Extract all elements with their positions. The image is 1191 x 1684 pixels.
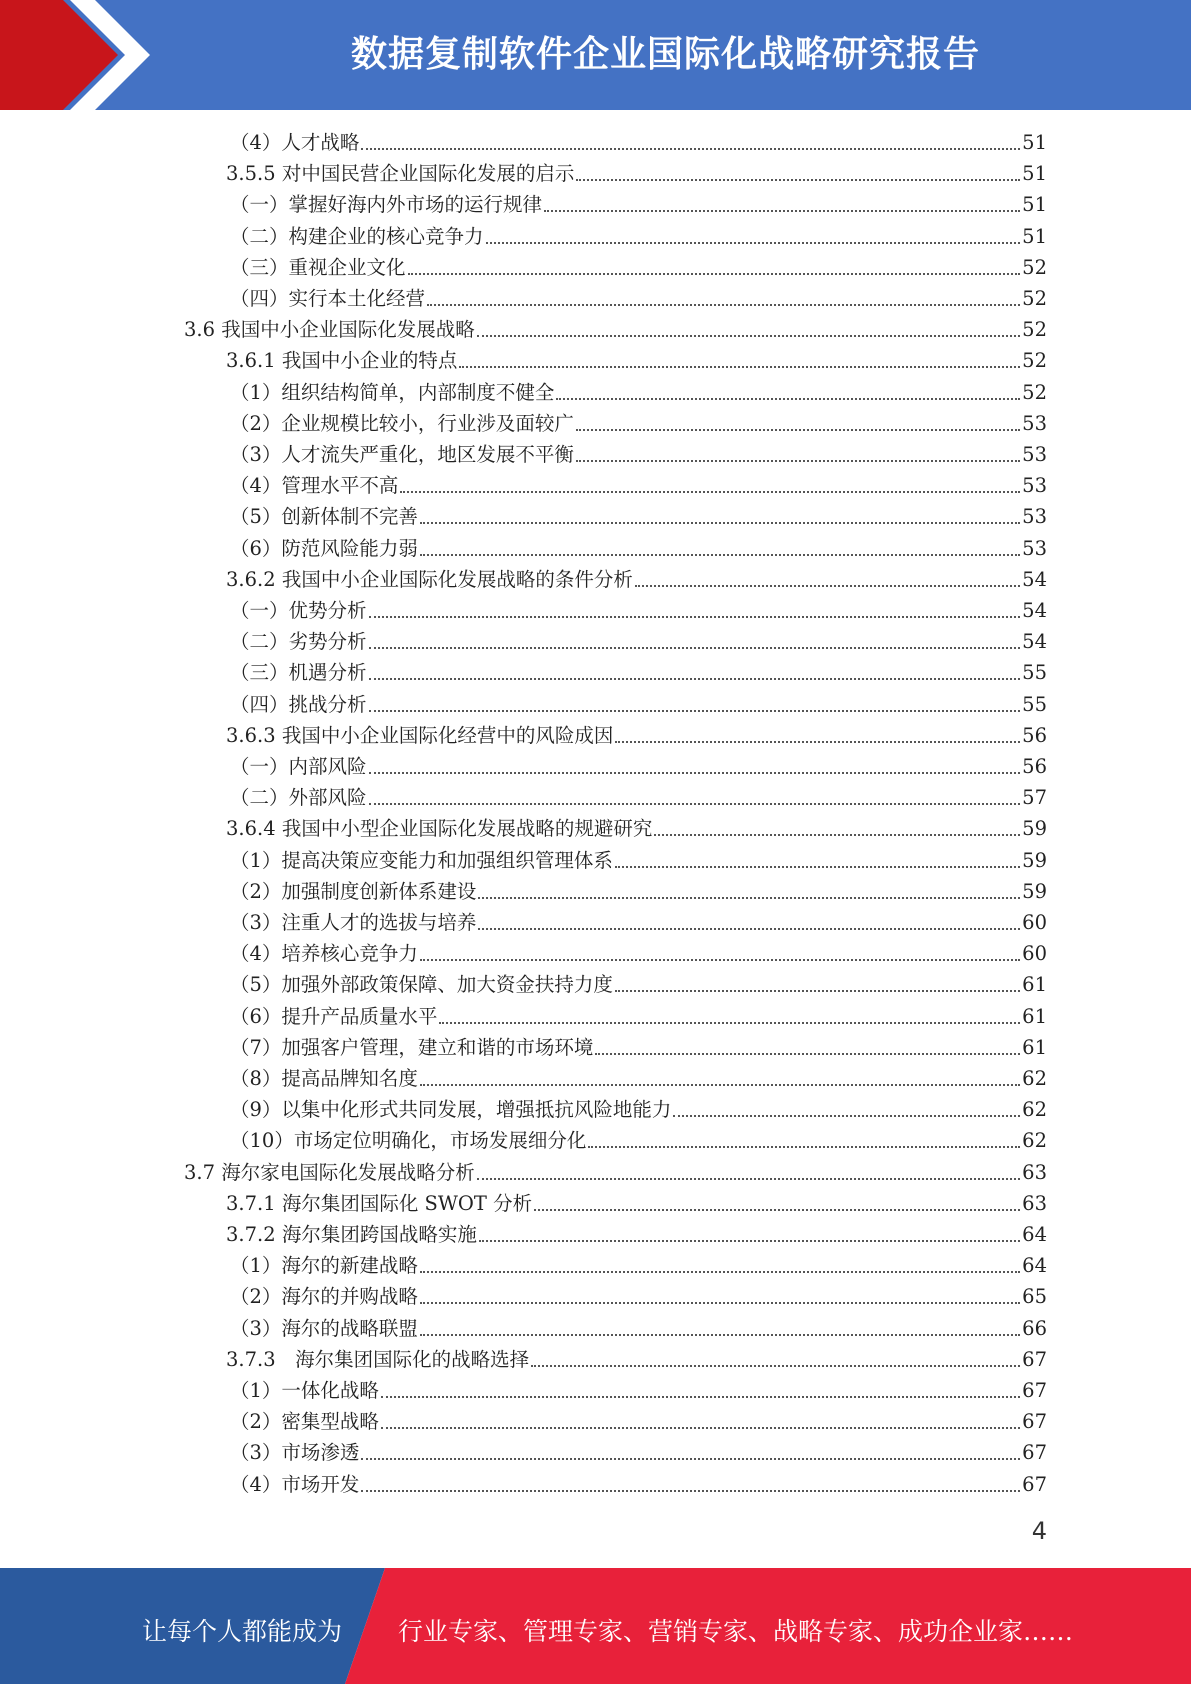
toc-dot-leader (534, 1208, 1020, 1211)
toc-entry-page: 53 (1022, 536, 1047, 560)
toc-entry-title: （3）注重人才的选拔与培养 (230, 911, 477, 934)
toc-dot-leader (408, 272, 1021, 275)
toc-dot-leader (615, 740, 1020, 743)
toc-entry[interactable] (230, 470, 1047, 501)
toc-entry-title: （4）人才战略 (230, 131, 360, 154)
toc-entry[interactable] (226, 1219, 1047, 1250)
toc-entry-page: 63 (1022, 1160, 1047, 1184)
toc-entry[interactable] (230, 1250, 1047, 1281)
toc-dot-leader (369, 646, 1021, 649)
toc-entry[interactable] (184, 314, 1047, 345)
toc-dot-leader (361, 147, 1020, 150)
toc-entry-title: （一）优势分析 (230, 599, 367, 622)
toc-dot-leader (420, 958, 1020, 961)
toc-entry-title: （一）掌握好海内外市场的运行规律 (230, 193, 543, 217)
toc-dot-leader (576, 428, 1020, 431)
toc-entry-title: 3.7.3 海尔集团国际化的战略选择 (226, 1347, 530, 1371)
toc-entry-page: 59 (1022, 879, 1047, 903)
toc-entry[interactable] (230, 657, 1047, 688)
toc-entry-page: 56 (1022, 755, 1047, 778)
toc-entry[interactable] (230, 408, 1047, 439)
toc-entry-page: 62 (1022, 1098, 1047, 1122)
toc-entry[interactable] (230, 689, 1047, 720)
toc-entry-title: （5）加强外部政策保障、加大资金扶持力度 (230, 973, 613, 997)
page-number: 4 (1031, 1517, 1047, 1545)
toc-entry[interactable] (230, 221, 1047, 252)
toc-dot-leader (420, 553, 1020, 556)
toc-dot-leader (420, 521, 1020, 524)
toc-entry[interactable] (230, 876, 1047, 907)
toc-entry-page: 60 (1022, 911, 1047, 934)
toc-entry-page: 54 (1022, 567, 1047, 591)
toc-entry-page: 55 (1022, 661, 1047, 685)
toc-entry-page: 51 (1022, 162, 1047, 186)
toc-entry-title: （3）市场渗透 (230, 1441, 360, 1465)
toc-entry[interactable] (226, 564, 1047, 595)
toc-entry-page: 64 (1022, 1223, 1047, 1246)
toc-entry-title: 3.6.1 我国中小企业的特点 (226, 349, 458, 373)
toc-entry-page: 54 (1022, 630, 1047, 654)
toc-entry-title: （2）企业规模比较小，行业涉及面较广 (230, 411, 574, 435)
toc-entry-page: 56 (1022, 723, 1047, 747)
toc-dot-leader (479, 1239, 1020, 1242)
toc-entry-title: （8）提高品牌知名度 (230, 1067, 418, 1090)
toc-entry-page: 67 (1022, 1441, 1047, 1465)
toc-entry-page: 64 (1022, 1254, 1047, 1278)
toc-dot-leader (576, 459, 1020, 462)
toc-entry-page: 61 (1022, 973, 1047, 997)
toc-entry[interactable] (226, 1188, 1047, 1219)
toc-entry-page: 53 (1022, 474, 1047, 498)
toc-entry-title: 3.7 海尔家电国际化发展战略分析 (184, 1160, 475, 1184)
toc-dot-leader (654, 833, 1020, 836)
toc-entry-page: 52 (1022, 349, 1047, 373)
toc-entry-title: 3.5.5 对中国民营企业国际化发展的启示 (226, 162, 575, 186)
toc-dot-leader (588, 1145, 1020, 1148)
toc-dot-leader (673, 1114, 1020, 1117)
toc-entry-title: （6）防范风险能力弱 (230, 536, 418, 560)
toc-entry-page: 53 (1022, 443, 1047, 466)
toc-entry-title: （2）加强制度创新体系建设 (230, 879, 477, 903)
toc-entry-title: （7）加强客户管理，建立和谐的市场环境 (230, 1035, 594, 1059)
toc-dot-leader (556, 397, 1020, 400)
toc-entry-title: （5）创新体制不完善 (230, 505, 418, 529)
toc-entry-page: 61 (1022, 1035, 1047, 1059)
toc-entry-title: （4）培养核心竞争力 (230, 942, 418, 966)
toc-entry-page: 52 (1022, 255, 1047, 279)
toc-entry[interactable] (230, 1125, 1047, 1156)
toc-dot-leader (420, 1083, 1020, 1086)
toc-dot-leader (361, 1489, 1020, 1492)
toc-entry-page: 60 (1022, 942, 1047, 966)
toc-entry-page: 67 (1022, 1410, 1047, 1434)
toc-entry-title: （10）市场定位明确化，市场发展细分化 (230, 1129, 587, 1153)
toc-entry-title: 3.6.2 我国中小企业国际化发展战略的条件分析 (226, 567, 633, 591)
toc-entry-title: 3.7.2 海尔集团跨国战略实施 (226, 1223, 477, 1246)
toc-entry[interactable] (230, 595, 1047, 626)
toc-entry-title: 3.6.3 我国中小企业国际化经营中的风险成因 (226, 723, 614, 747)
toc-entry-page: 55 (1022, 692, 1047, 716)
footer-slogan-right: 行业专家、管理专家、营销专家、战略专家、成功企业家…… (398, 1617, 1074, 1646)
toc-entry-title: （2）海尔的并购战略 (230, 1285, 418, 1309)
toc-entry-page: 57 (1022, 786, 1047, 810)
toc-entry[interactable] (230, 845, 1047, 876)
toc-entry[interactable] (230, 189, 1047, 220)
toc-dot-leader (635, 584, 1020, 587)
toc-entry-title: （1）一体化战略 (230, 1379, 379, 1402)
toc-entry[interactable] (230, 1001, 1047, 1032)
toc-entry[interactable] (226, 1344, 1047, 1375)
toc-dot-leader (369, 771, 1021, 774)
toc-dot-leader (486, 241, 1021, 244)
footer-slogan-left: 让每个人都能成为 (142, 1617, 343, 1646)
toc-entry-page: 52 (1022, 380, 1047, 404)
toc-dot-leader (420, 1270, 1020, 1273)
toc-dot-leader (477, 1177, 1020, 1180)
toc-entry[interactable] (230, 969, 1047, 1000)
toc-entry-title: （四）实行本土化经营 (230, 287, 426, 310)
toc-entry[interactable] (230, 1375, 1047, 1406)
toc-entry[interactable] (230, 1437, 1047, 1468)
toc-entry-page: 67 (1022, 1347, 1047, 1371)
toc-entry-page: 51 (1022, 131, 1047, 154)
toc-entry-page: 67 (1022, 1472, 1047, 1496)
toc-entry-page: 61 (1022, 1004, 1047, 1028)
toc-entry-title: （1）海尔的新建战略 (230, 1254, 418, 1278)
toc-dot-leader (615, 989, 1020, 992)
toc-entry[interactable] (230, 439, 1047, 470)
toc-entry-title: （1）组织结构简单，内部制度不健全 (230, 380, 555, 404)
toc-entry-title: （3）人才流失严重化，地区发展不平衡 (230, 443, 574, 466)
toc-entry-page: 54 (1022, 599, 1047, 622)
toc-dot-leader (615, 865, 1020, 868)
toc-dot-leader (381, 1395, 1020, 1398)
toc-entry[interactable] (226, 345, 1047, 376)
toc-entry-title: （三）重视企业文化 (230, 255, 406, 279)
toc-entry-page: 59 (1022, 848, 1047, 872)
toc-dot-leader (459, 365, 1020, 368)
toc-dot-leader (439, 1021, 1020, 1024)
toc-entry[interactable] (230, 1032, 1047, 1063)
toc-entry[interactable] (184, 1157, 1047, 1188)
toc-entry-title: （一）内部风险 (230, 755, 367, 778)
toc-entry[interactable] (226, 813, 1047, 844)
page-header (0, 0, 1191, 110)
toc-entry[interactable] (230, 1063, 1047, 1094)
toc-entry-page: 62 (1022, 1067, 1047, 1090)
toc-entry[interactable] (230, 1406, 1047, 1437)
toc-entry-page: 53 (1022, 411, 1047, 435)
toc-entry-page: 65 (1022, 1285, 1047, 1309)
toc-entry-title: （3）海尔的战略联盟 (230, 1316, 418, 1340)
toc-entry-title: （9）以集中化形式共同发展，增强抵抗风险地能力 (230, 1098, 672, 1122)
page-footer (0, 1568, 1191, 1684)
toc-entry[interactable] (230, 377, 1047, 408)
toc-dot-leader (531, 1364, 1020, 1367)
toc-dot-leader (420, 1301, 1020, 1304)
toc-entry-page: 53 (1022, 505, 1047, 529)
toc-dot-leader (478, 896, 1020, 899)
toc-dot-leader (477, 334, 1020, 337)
toc-dot-leader (369, 677, 1021, 680)
toc-dot-leader (361, 1457, 1020, 1460)
toc-dot-leader (400, 490, 1020, 493)
toc-entry[interactable] (230, 1094, 1047, 1125)
toc-dot-leader (369, 709, 1021, 712)
toc-dot-leader (478, 927, 1020, 930)
toc-dot-leader (369, 615, 1021, 618)
toc-dot-leader (544, 209, 1020, 212)
toc-entry[interactable] (230, 501, 1047, 532)
toc-entry[interactable] (230, 533, 1047, 564)
toc-entry-title: （二）构建企业的核心竞争力 (230, 224, 484, 248)
toc-entry-title: （4）管理水平不高 (230, 474, 399, 498)
toc-entry-title: 3.6.4 我国中小型企业国际化发展战略的规避研究 (226, 817, 653, 841)
toc-entry-page: 66 (1022, 1316, 1047, 1340)
toc-entry[interactable] (230, 626, 1047, 657)
toc-entry[interactable] (230, 782, 1047, 813)
toc-dot-leader (369, 802, 1021, 805)
toc-entry[interactable] (230, 283, 1047, 314)
toc-dot-leader (595, 1052, 1020, 1055)
toc-entry-page: 52 (1022, 318, 1047, 342)
toc-entry[interactable] (230, 907, 1047, 938)
toc-entry-page: 67 (1022, 1379, 1047, 1402)
toc-entry-title: （6）提升产品质量水平 (230, 1004, 438, 1028)
toc-entry[interactable] (230, 1313, 1047, 1344)
toc-entry-page: 59 (1022, 817, 1047, 841)
toc-entry[interactable] (226, 720, 1047, 751)
toc-dot-leader (381, 1426, 1020, 1429)
toc-entry-page: 62 (1022, 1129, 1047, 1153)
toc-entry[interactable] (230, 751, 1047, 782)
toc-entry-title: （四）挑战分析 (230, 692, 367, 716)
toc-entry[interactable] (230, 1469, 1047, 1500)
toc-entry[interactable] (230, 127, 1047, 158)
toc-entry-page: 63 (1022, 1191, 1047, 1215)
toc-entry-page: 51 (1022, 193, 1047, 217)
toc-entry-page: 52 (1022, 287, 1047, 310)
toc-entry-title: （三）机遇分析 (230, 661, 367, 685)
toc-entry[interactable] (230, 252, 1047, 283)
toc-entry-title: （2）密集型战略 (230, 1410, 379, 1434)
report-title: 数据复制软件企业国际化战略研究报告 (350, 34, 980, 75)
toc-entry-title: 3.6 我国中小企业国际化发展战略 (184, 318, 475, 342)
toc-entry-page: 51 (1022, 224, 1047, 248)
toc-entry-title: 3.7.1 海尔集团国际化 SWOT 分析 (226, 1191, 533, 1215)
toc-dot-leader (420, 1333, 1020, 1336)
toc-entry[interactable] (226, 158, 1047, 189)
toc-entry-title: （4）市场开发 (230, 1472, 360, 1496)
toc-entry-title: （1）提高决策应变能力和加强组织管理体系 (230, 848, 613, 872)
toc-dot-leader (427, 303, 1020, 306)
toc-dot-leader (576, 178, 1020, 181)
toc-entry-title: （二）劣势分析 (230, 630, 367, 654)
toc-entry[interactable] (230, 938, 1047, 969)
toc-entry[interactable] (230, 1281, 1047, 1312)
toc-entry-title: （二）外部风险 (230, 786, 367, 810)
